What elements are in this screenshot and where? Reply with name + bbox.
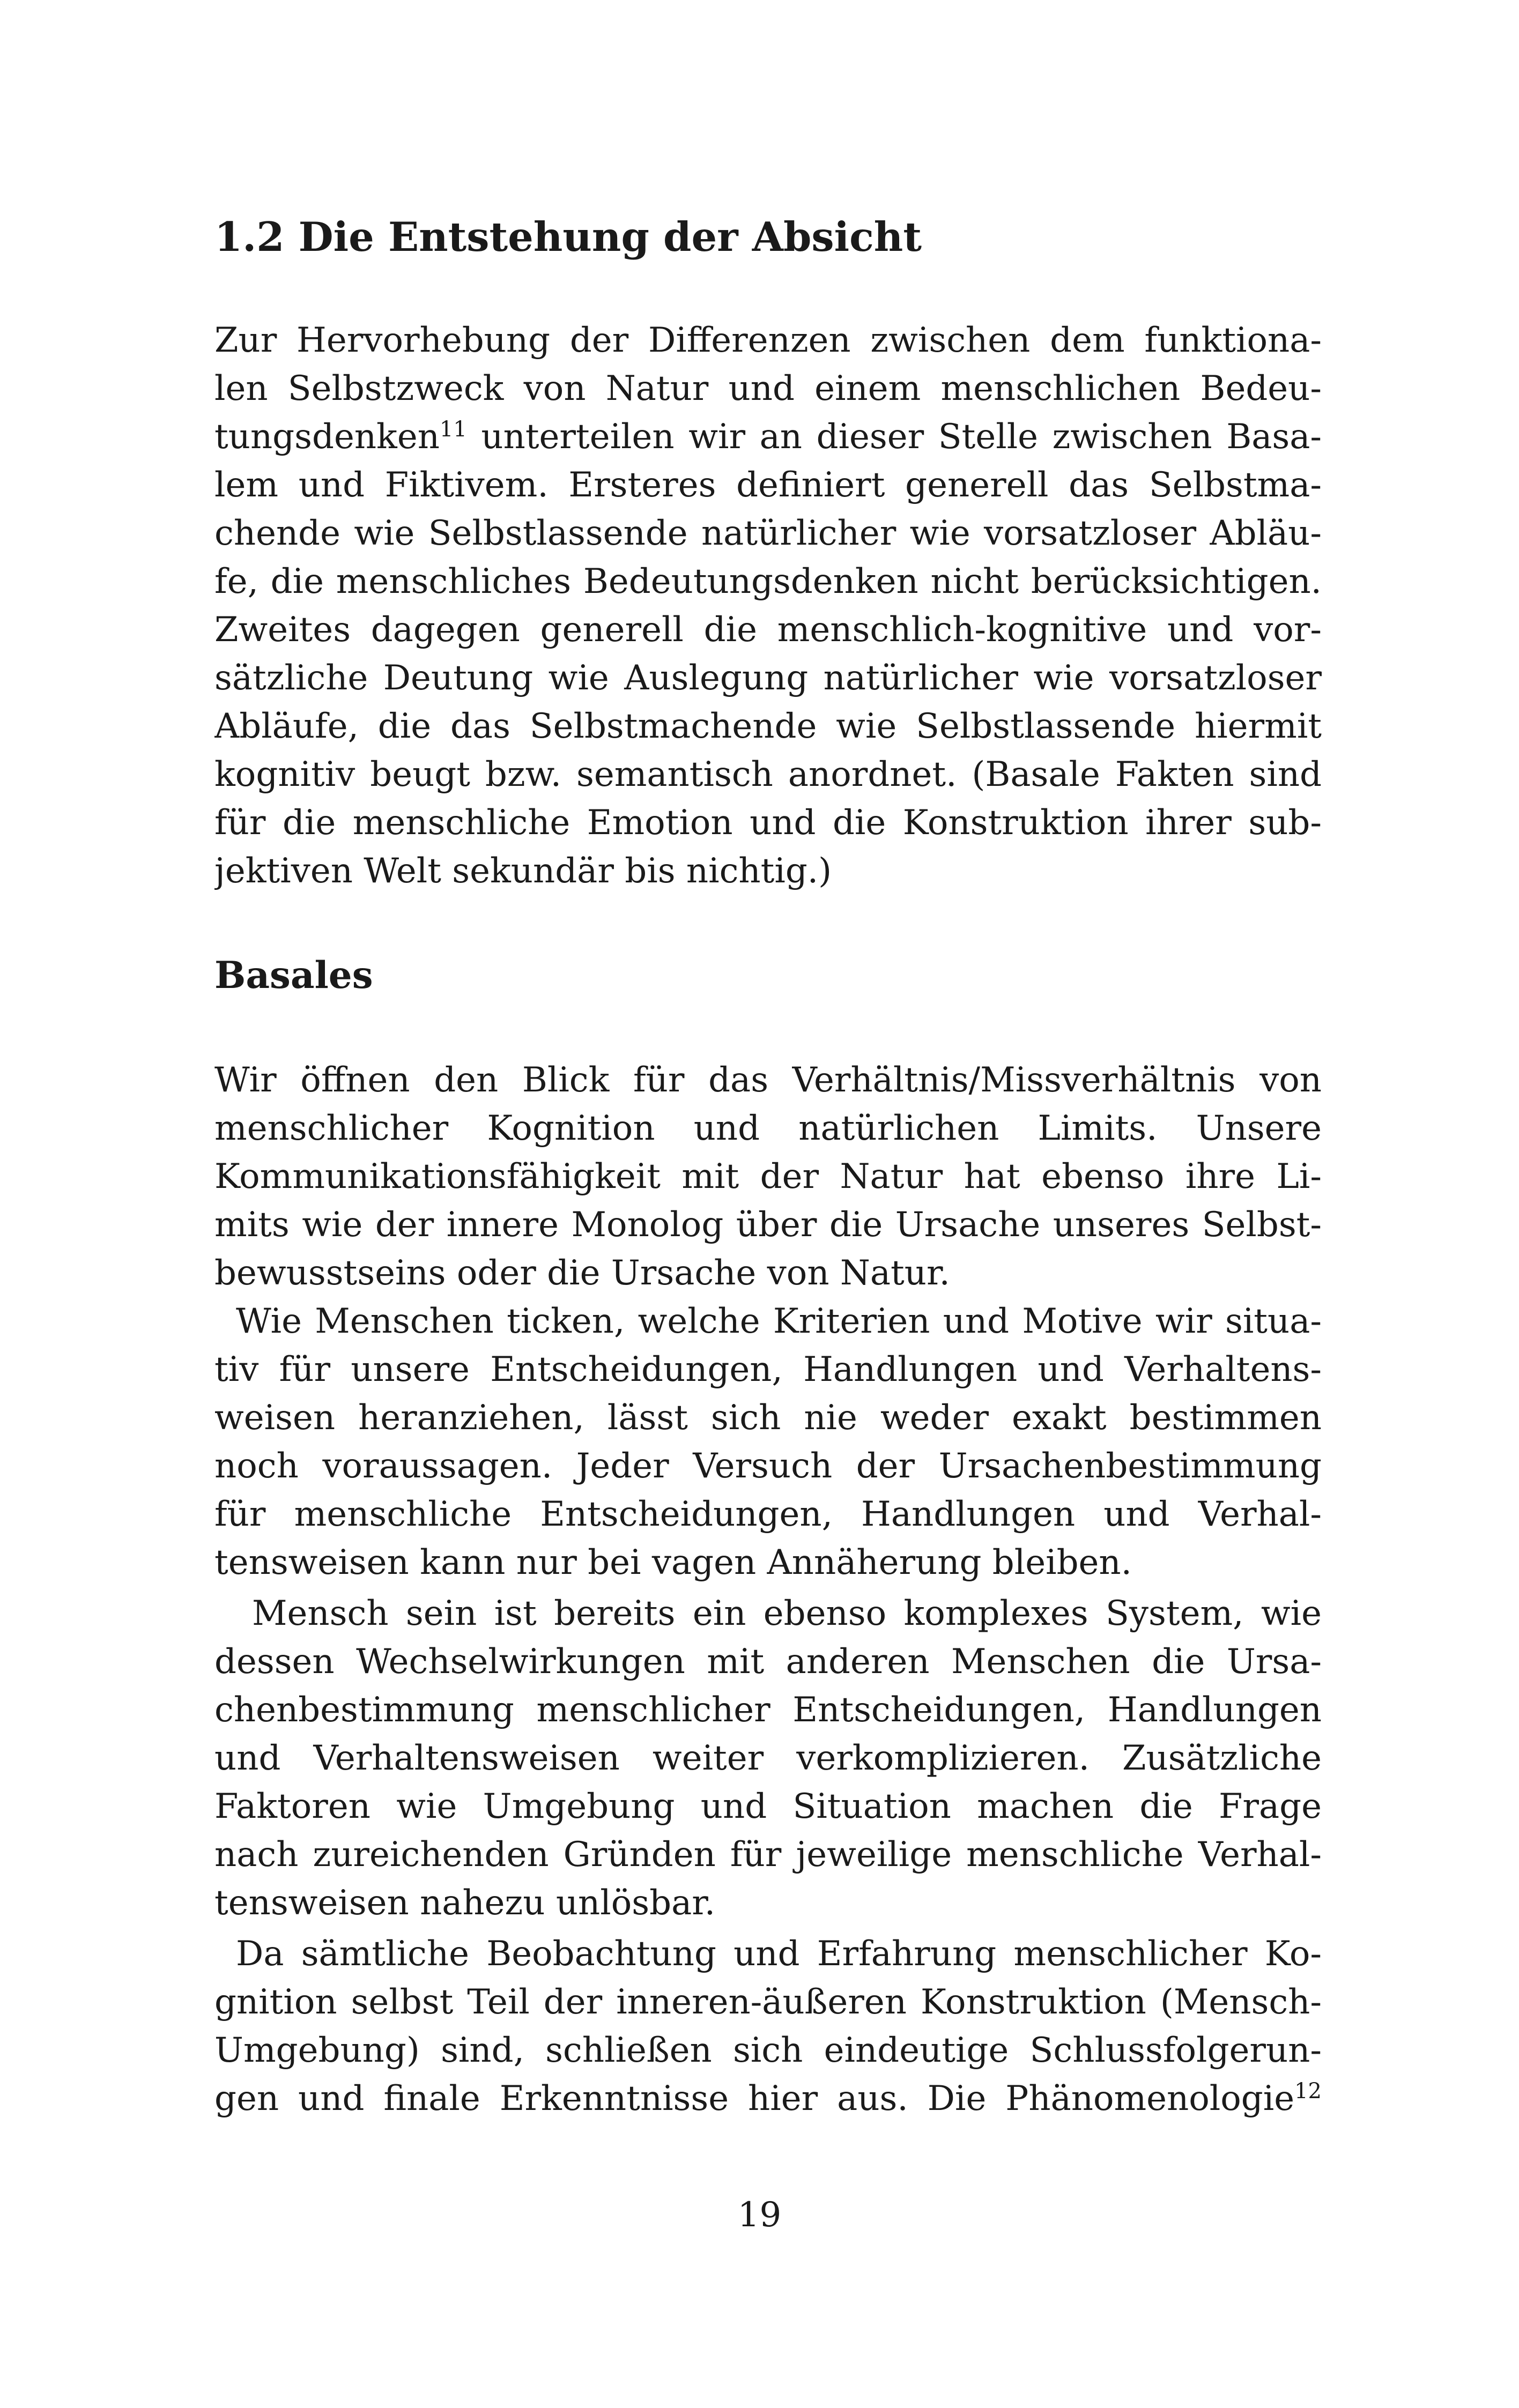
text-line: Da sämtliche Beobachtung und Erfahrung menschlicher Ko- xyxy=(236,1934,1322,1974)
text-line: Zur Hervorhebung der Differenzen zwischen dem funktiona- xyxy=(214,321,1322,360)
text-line: mits wie der innere Monolog über die Ursache unseres Selbst- xyxy=(214,1205,1322,1245)
paragraph-3 xyxy=(214,1589,1322,1927)
text-line: für menschliche Entscheidungen, Handlungen und Verhal- xyxy=(214,1495,1322,1534)
text-line: Umgebung) sind, schließen sich eindeutige Schlussfolgerun- xyxy=(214,2031,1322,2070)
text-line xyxy=(214,413,1322,461)
text-line: chende wie Selbstlassende natürlicher wie vorsatzloser Abläu- xyxy=(214,514,1322,553)
text-line: für die menschliche Emotion und die Konstruktion ihrer sub- xyxy=(214,803,1322,843)
text-line: Zweites dagegen generell die menschlich-kognitive und vor- xyxy=(214,610,1322,650)
paragraph-4 xyxy=(214,1930,1322,2123)
text-line: tensweisen nahezu unlösbar. xyxy=(214,1883,716,1923)
text-line: nach zureichenden Gründen für jeweilige menschliche Verhal- xyxy=(214,1835,1322,1875)
paragraph-1 xyxy=(214,1056,1322,1297)
text-fragment: unterteilen wir an dieser Stelle zwischen Basa- xyxy=(466,417,1322,457)
text-line: gnition selbst Teil der inneren-äußeren Konstruktion (Mensch- xyxy=(214,1982,1322,2022)
paragraph-2 xyxy=(214,1297,1322,1587)
text-line: dessen Wechselwirkungen mit anderen Menschen die Ursa- xyxy=(214,1642,1322,1682)
page-number: 19 xyxy=(737,2195,782,2235)
text-fragment: tungsdenken xyxy=(214,417,440,457)
text-line: und Verhaltensweisen weiter verkomplizieren. Zusätzliche xyxy=(214,1738,1322,1778)
text-line: Wie Menschen ticken, welche Kriterien und Motive wir situa- xyxy=(236,1302,1322,1341)
text-line: Kommunikationsfähigkeit mit der Natur hat ebenso ihre Li- xyxy=(214,1157,1322,1196)
text-line: weisen heranziehen, lässt sich nie weder exakt bestimmen xyxy=(214,1398,1322,1438)
text-line: tensweisen kann nur bei vagen Annäherung bleiben. xyxy=(214,1543,1132,1582)
text-line: menschlicher Kognition und natürlichen Limits. Unsere xyxy=(214,1109,1322,1148)
subsection-title: Basales xyxy=(214,954,373,997)
text-line: jektiven Welt sekundär bis nichtig.) xyxy=(214,851,832,891)
text-line: fe, die menschliches Bedeutungsdenken nicht berücksichtigen. xyxy=(214,562,1322,601)
text-line: Mensch sein ist bereits ein ebenso komplexes System, wie xyxy=(252,1594,1322,1633)
text-line: tiv für unsere Entscheidungen, Handlungen und Verhaltens- xyxy=(214,1350,1322,1389)
text-line: len Selbstzweck von Natur und einem menschlichen Bedeu- xyxy=(214,369,1322,408)
footnote-marker: 12 xyxy=(1294,2079,1322,2104)
text-line: Abläufe, die das Selbstmachende wie Selbstlassende hiermit xyxy=(214,707,1322,746)
text-line: bewusstseins oder die Ursache von Natur. xyxy=(214,1253,950,1293)
text-line: Faktoren wie Umgebung und Situation machen die Frage xyxy=(214,1787,1322,1826)
section-title: 1.2 Die Entstehung der Absicht xyxy=(214,213,922,261)
text-line xyxy=(214,2075,1322,2123)
text-line: noch voraussagen. Jeder Versuch der Ursachenbestimmung xyxy=(214,1446,1322,1486)
text-fragment: gen und finale Erkenntnisse hier aus. Die Phänomenologie xyxy=(214,2079,1295,2119)
text-line: sätzliche Deutung wie Auslegung natürlicher wie vorsatzloser xyxy=(214,658,1322,698)
text-line: kognitiv beugt bzw. semantisch anordnet. (Basale Fakten sind xyxy=(214,755,1322,794)
text-line: chenbestimmung menschlicher Entscheidungen, Handlungen xyxy=(214,1690,1322,1730)
intro-paragraph xyxy=(214,316,1322,895)
text-line: Wir öffnen den Blick für das Verhältnis/Missverhältnis von xyxy=(214,1060,1322,1100)
footnote-marker: 11 xyxy=(439,417,467,442)
text-line: lem und Fiktivem. Ersteres definiert generell das Selbstma- xyxy=(214,465,1322,505)
